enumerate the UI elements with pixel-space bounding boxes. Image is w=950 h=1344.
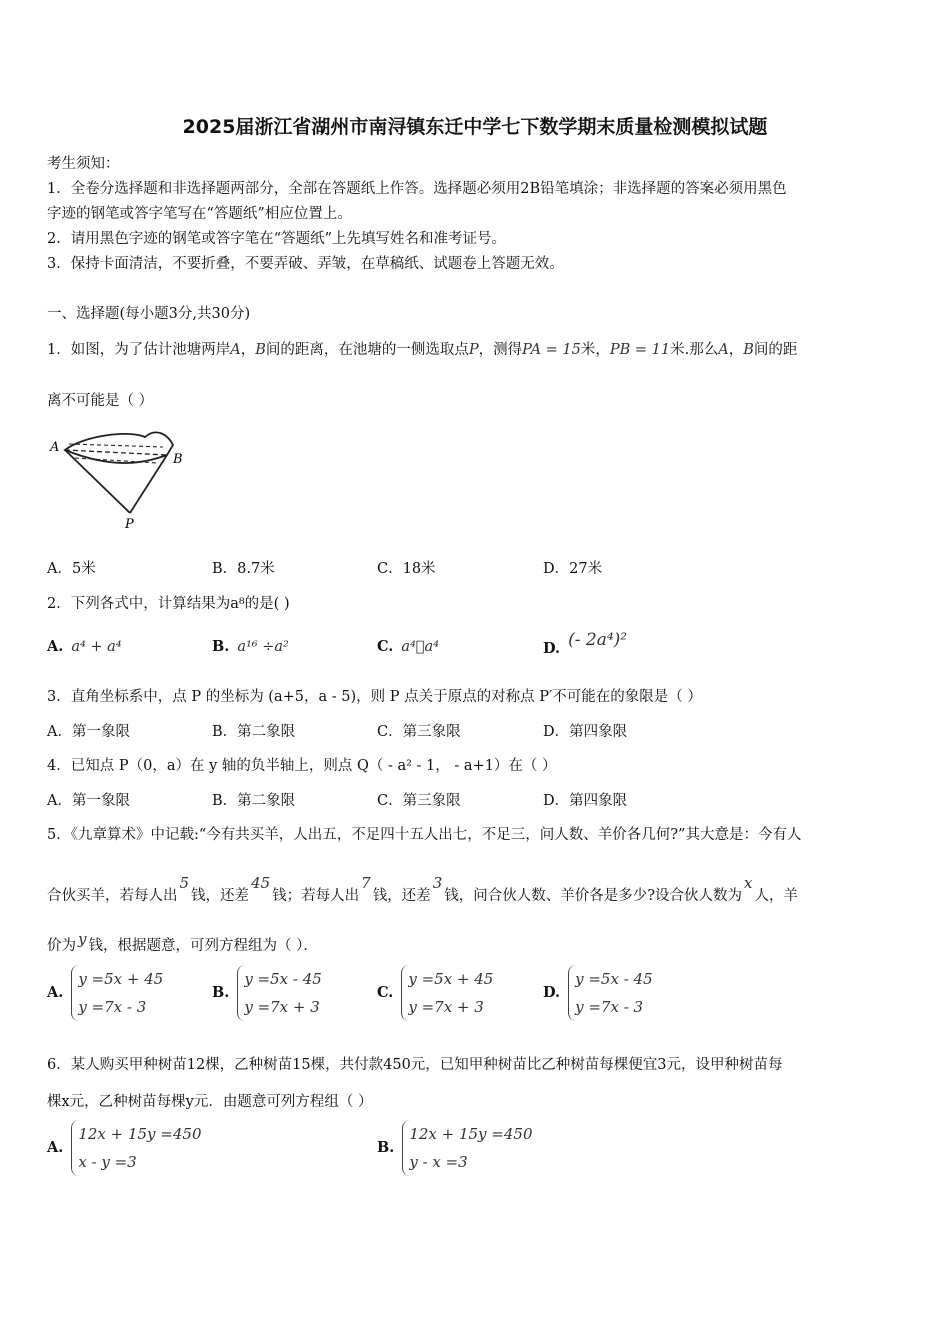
q1-pb-eq: PB = 11 [609,342,671,358]
q5-option-b[interactable]: B. y =5x - 45 y =7x + 3 [212,965,322,1021]
q6-option-b[interactable]: B. 12x + 15y =450 y - x =3 [377,1120,533,1176]
notice-item-1: 1．全卷分选择题和非选择题两部分，全部在答题纸上作答。选择题必须用2B铅笔填涂；非选择题的答案必须用黑色 [47,181,787,197]
notice-item-2: 2．请用黑色字迹的钢笔或答字笔在“答题纸”上先填写姓名和准考证号。 [47,231,507,247]
q2-option-a[interactable]: A. a⁴ + a⁴ [47,638,122,655]
fig-label-p: P [125,517,134,532]
q3-option-c[interactable]: C．第三象限 [377,724,461,740]
q5-option-c[interactable]: C. y =5x + 45 y =7x + 3 [377,965,493,1021]
fig-label-b: B [173,452,183,467]
q5-stem-line1: 5．《九章算术》中记载:“今有共买羊，人出五，不足四十五人出七，不足三，问人数、羊价各几何?”其大意是：今有人 [47,827,802,843]
q3-option-d[interactable]: D．第四象限 [543,724,628,740]
q1-option-b[interactable]: B．8.7米 [212,561,275,577]
q5-option-a[interactable]: A. y =5x + 45 y =7x - 3 [47,965,163,1021]
q4-option-c[interactable]: C．第三象限 [377,793,461,809]
q1-point-a: A [230,342,241,358]
q4-stem: 4．已知点 P（0，a）在 y 轴的负半轴上，则点 Q（ - a² - 1， - a+1）在（ ） [47,758,557,774]
q6-stem-line2: 棵x元，乙种树苗每棵y元．由题意可列方程组（ ） [47,1094,373,1110]
q5-option-d[interactable]: D. y =5x - 45 y =7x - 3 [543,965,653,1021]
q3-option-a[interactable]: A．第一象限 [47,724,130,740]
q3-option-b[interactable]: B．第二象限 [212,724,296,740]
q3-stem: 3．直角坐标系中，点 P 的坐标为 (a+5，a - 5)，则 P 点关于原点的对称点 P′不可能在的象限是（ ） [47,689,702,705]
notice-item-1-cont: 字迹的钢笔或答字笔写在“答题纸”相应位置上。 [47,206,352,222]
q2-stem: 2．下列各式中，计算结果为a⁸的是( ) [47,596,290,612]
q2-option-b[interactable]: B. a¹⁶ ÷a² [212,638,289,655]
q5-stem-line3: 价为 y 钱，根据题意，可列方程组为（ ）． [47,930,318,954]
q1-option-a[interactable]: A．5米 [47,561,96,577]
q1-point-p: P [468,342,479,358]
q1-option-d[interactable]: D．27米 [543,561,603,577]
q1-point-b: B [255,342,266,358]
q1-pa-eq: PA = 15 [522,342,581,358]
section-heading: 一、选择题(每小题3分,共30分) [47,306,251,322]
q6-stem-line1: 6．某人购买甲种树苗12棵，乙种树苗15棵，共付款450元，已知甲种树苗比乙种树苗每棵便宜3元，设甲种树苗每 [47,1057,783,1073]
q5-stem-line2: 合伙买羊，若每人出5钱，还差45钱；若每人出7钱，还差3钱，问合伙人数、羊价各是多少?设合伙人数为x人，羊 [47,874,798,904]
q4-option-d[interactable]: D．第四象限 [543,793,628,809]
q1-stem-line1: 1．如图，为了估计池塘两岸A，B间的距离，在池塘的一侧选取点P，测得PA = 15米，PB = 11米.那么A，B间的距 [47,342,798,358]
q2-option-d[interactable]: D. (- 2a⁴)² [543,630,628,657]
notice-item-3: 3．保持卡面清洁，不要折叠，不要弄破、弄皱，在草稿纸、试题卷上答题无效。 [47,256,564,272]
q4-option-b[interactable]: B．第二象限 [212,793,296,809]
notice-heading: 考生须知： [47,156,120,172]
q1-stem-line2: 离不可能是（ ） [47,393,154,409]
q4-option-a[interactable]: A．第一象限 [47,793,130,809]
q2-option-c[interactable]: C. a⁴⃞a⁴ [377,638,439,655]
fig-label-a: A [50,440,60,455]
q1-pond-figure [45,425,195,535]
exam-title: 2025届浙江省湖州市南浔镇东迁中学七下数学期末质量检测模拟试题 [182,116,768,138]
q1-option-c[interactable]: C．18米 [377,561,436,577]
q6-option-a[interactable]: A. 12x + 15y =450 x - y =3 [47,1120,202,1176]
